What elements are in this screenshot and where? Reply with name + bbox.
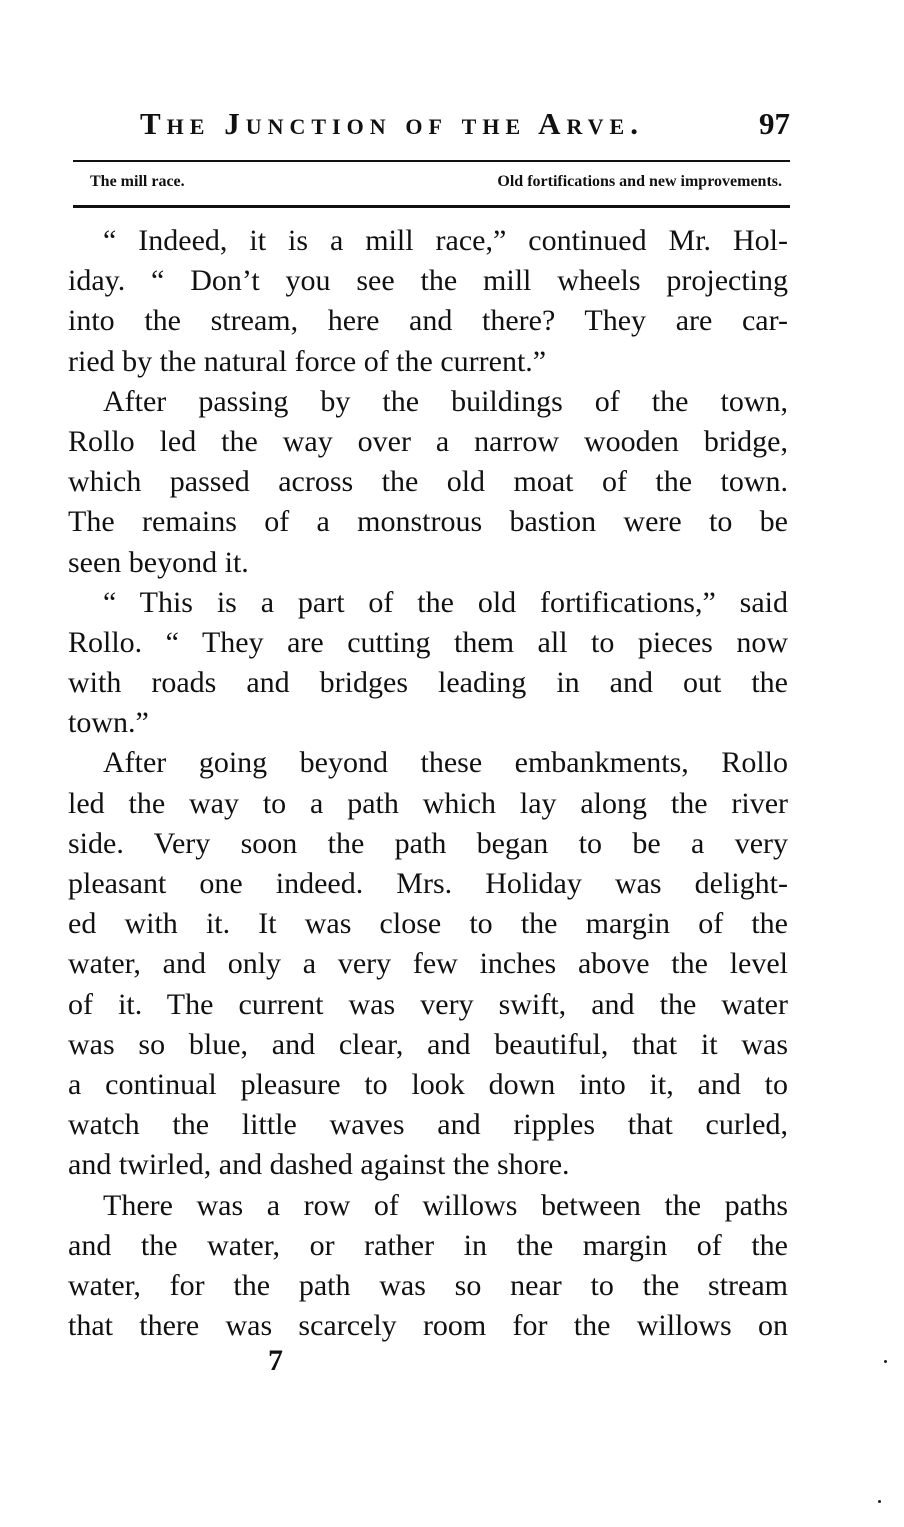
header-rule-bottom [73,205,790,208]
text-line: into the stream, here and there? They are car- [68,304,788,338]
text-line: iday. “ Don’t you see the mill wheels projecting [68,264,788,298]
running-head [70,106,790,150]
text-line: water, and only a very few inches above the level [68,947,788,981]
text-line: ed with it. It was close to the margin of the [68,907,788,941]
text-line: “ Indeed, it is a mill race,” continued Mr. Hol- [103,224,788,257]
text-line: Rollo. “ They are cutting them all to pieces now [68,625,788,659]
subhead-right: Old fortifications and new improvements. [497,173,782,190]
text-line: After going beyond these embankments, Rollo [103,746,788,780]
text-line: and the water, or rather in the margin of the [68,1228,788,1262]
signature-mark: 7 [268,1344,283,1377]
text-line: led the way to a path which lay along the river [68,786,788,820]
text-line: town.” [68,706,149,740]
text-line: “ This is a part of the old fortifications,” said [103,585,788,619]
text-line: of it. The current was very swift, and the water [68,987,788,1021]
text-line: pleasant one indeed. Mrs. Holiday was delight- [68,867,788,900]
text-line: that there was scarcely room for the willows on [68,1309,788,1343]
text-line: seen beyond it. [68,545,249,579]
text-line: There was a row of willows between the paths [103,1188,788,1222]
text-line: a continual pleasure to look down into it, and to [68,1067,788,1101]
text-line: watch the little waves and ripples that curled, [68,1108,788,1142]
header-rule-top [73,160,790,162]
topic-subheads [88,173,782,197]
page-number: 97 [759,106,790,141]
subhead-left: The mill race. [90,173,185,190]
text-line: with roads and bridges leading in and out the [68,666,788,700]
text-line: was so blue, and clear, and beautiful, that it was [68,1027,788,1061]
text-line: water, for the path was so near to the stream [68,1268,788,1302]
text-line: After passing by the buildings of the town, [103,384,788,418]
text-line: and twirled, and dashed against the shore. [68,1148,570,1182]
body-text [68,221,788,1346]
scan-speck [884,1360,887,1363]
text-line: ried by the natural force of the current.” [68,344,547,378]
text-line: Rollo led the way over a narrow wooden bridge, [68,424,788,458]
text-line: The remains of a monstrous bastion were to be [68,505,788,539]
running-title: The Junction of the Arve. [140,106,644,141]
text-line: side. Very soon the path began to be a very [68,826,788,860]
text-line: which passed across the old moat of the town. [68,465,788,499]
scan-speck [878,1500,881,1503]
